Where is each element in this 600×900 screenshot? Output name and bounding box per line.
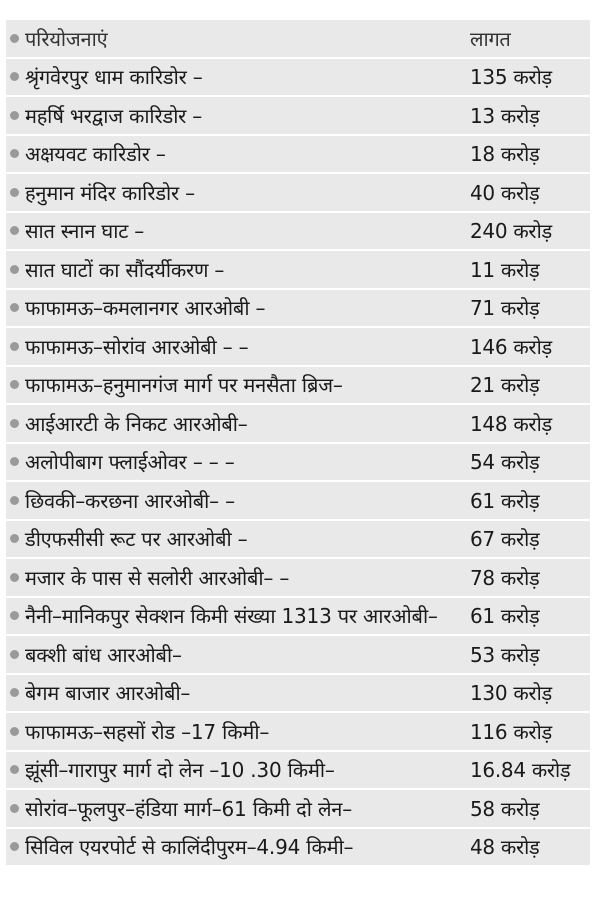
- table-row: [6, 367, 590, 406]
- bullet-icon: [10, 188, 19, 197]
- table-row: [6, 482, 590, 521]
- table-row: [6, 521, 590, 560]
- table-row: [6, 174, 590, 213]
- project-name: अलोपीबाग फ्लाईओवर – – –: [25, 450, 235, 475]
- project-cost: 48 करोड़: [470, 835, 540, 860]
- header-project: परियोजनाएं: [25, 26, 108, 51]
- table-row: [6, 713, 590, 752]
- project-name: छिवकी–करछना आरओबी– –: [25, 488, 235, 513]
- table-row: [6, 328, 590, 367]
- bullet-icon: [10, 842, 19, 851]
- bullet-icon: [10, 496, 19, 505]
- table-row: [6, 598, 590, 637]
- project-name: सिविल एयरपोर्ट से कालिंदीपुरम–4.94 किमी–: [25, 835, 354, 860]
- project-cost: 148 करोड़: [470, 411, 552, 436]
- project-cost: 53 करोड़: [470, 642, 540, 667]
- project-cost: 78 करोड़: [470, 565, 540, 590]
- project-name: आईआरटी के निकट आरओबी–: [25, 411, 248, 436]
- project-name: फाफामऊ–हनुमानगंज मार्ग पर मनसैता ब्रिज–: [25, 373, 343, 398]
- project-cost: 240 करोड़: [470, 219, 552, 244]
- project-cost: 71 करोड़: [470, 296, 540, 321]
- project-cost: 130 करोड़: [470, 681, 552, 706]
- project-cost: 58 करोड़: [470, 796, 540, 821]
- project-cost: 135 करोड़: [470, 65, 552, 90]
- table-row: [6, 290, 590, 329]
- project-name: फाफामऊ–सहसों रोड –17 किमी–: [25, 719, 270, 744]
- header-cost: लागत: [470, 26, 511, 51]
- project-name: महर्षि भरद्वाज कारिडोर –: [25, 103, 203, 128]
- table-row: [6, 636, 590, 675]
- bullet-icon: [10, 650, 19, 659]
- table-row: [6, 444, 590, 483]
- table-row: [6, 675, 590, 714]
- table-row: [6, 752, 590, 791]
- project-name: नैनी–मानिकपुर सेक्शन किमी संख्या 1313 पर आरओबी–: [25, 604, 438, 629]
- project-name: फाफामऊ–कमलानगर आरओबी –: [25, 296, 266, 321]
- bullet-icon: [10, 72, 19, 81]
- bullet-icon: [10, 419, 19, 428]
- project-cost: 13 करोड़: [470, 103, 540, 128]
- bullet-icon: [10, 226, 19, 235]
- table-header: [6, 20, 590, 59]
- bullet-icon: [10, 727, 19, 736]
- project-cost: 16.84 करोड़: [470, 758, 571, 783]
- table-row: [6, 559, 590, 598]
- table-row: [6, 136, 590, 175]
- table-row: [6, 213, 590, 252]
- project-cost: 116 करोड़: [470, 719, 552, 744]
- project-cost: 146 करोड़: [470, 334, 552, 359]
- project-cost: 61 करोड़: [470, 488, 540, 513]
- bullet-icon: [10, 688, 19, 697]
- project-name: फाफामऊ–सोरांव आरओबी – –: [25, 334, 249, 359]
- project-name: मजार के पास से सलोरी आरओबी– –: [25, 565, 290, 590]
- bullet-icon: [10, 804, 19, 813]
- project-name: हनुमान मंदिर कारिडोर –: [25, 180, 195, 205]
- bullet-icon: [10, 265, 19, 274]
- bullet-icon: [10, 765, 19, 774]
- bullet-icon: [10, 534, 19, 543]
- project-cost: 54 करोड़: [470, 450, 540, 475]
- table-row: [6, 97, 590, 136]
- project-name: झूंसी–गारापुर मार्ग दो लेन –10 .30 किमी–: [25, 758, 335, 783]
- project-cost: 21 करोड़: [470, 373, 540, 398]
- project-name: बेगम बाजार आरओबी–: [25, 681, 191, 706]
- project-cost: 11 करोड़: [470, 257, 540, 282]
- project-name: श्रृंगवेरपुर धाम कारिडोर –: [25, 65, 203, 90]
- bullet-icon: [10, 303, 19, 312]
- project-name: सात स्नान घाट –: [25, 219, 145, 244]
- table-row: [6, 251, 590, 290]
- table-row: [6, 405, 590, 444]
- project-name: अक्षयवट कारिडोर –: [25, 142, 166, 167]
- project-name: बक्शी बांध आरओबी–: [25, 642, 182, 667]
- bullet-icon: [10, 111, 19, 120]
- table-body: [6, 59, 590, 868]
- project-cost: 18 करोड़: [470, 142, 540, 167]
- table-row: [6, 829, 590, 868]
- bullet-icon: [10, 457, 19, 466]
- project-cost: 67 करोड़: [470, 527, 540, 552]
- table-row: [6, 790, 590, 829]
- project-name: डीएफसीसी रूट पर आरओबी –: [25, 527, 248, 552]
- project-cost: 61 करोड़: [470, 604, 540, 629]
- bullet-icon: [10, 342, 19, 351]
- bullet-icon: [10, 380, 19, 389]
- bullet-icon: [10, 149, 19, 158]
- bullet-icon: [10, 34, 19, 43]
- bullet-icon: [10, 611, 19, 620]
- table-row: [6, 59, 590, 98]
- project-name: सात घाटों का सौंदर्यीकरण –: [25, 257, 225, 282]
- project-cost-table: [6, 20, 590, 867]
- project-name: सोरांव–फूलपुर–हंडिया मार्ग–61 किमी दो लेन–: [25, 796, 352, 821]
- project-cost: 40 करोड़: [470, 180, 540, 205]
- bullet-icon: [10, 573, 19, 582]
